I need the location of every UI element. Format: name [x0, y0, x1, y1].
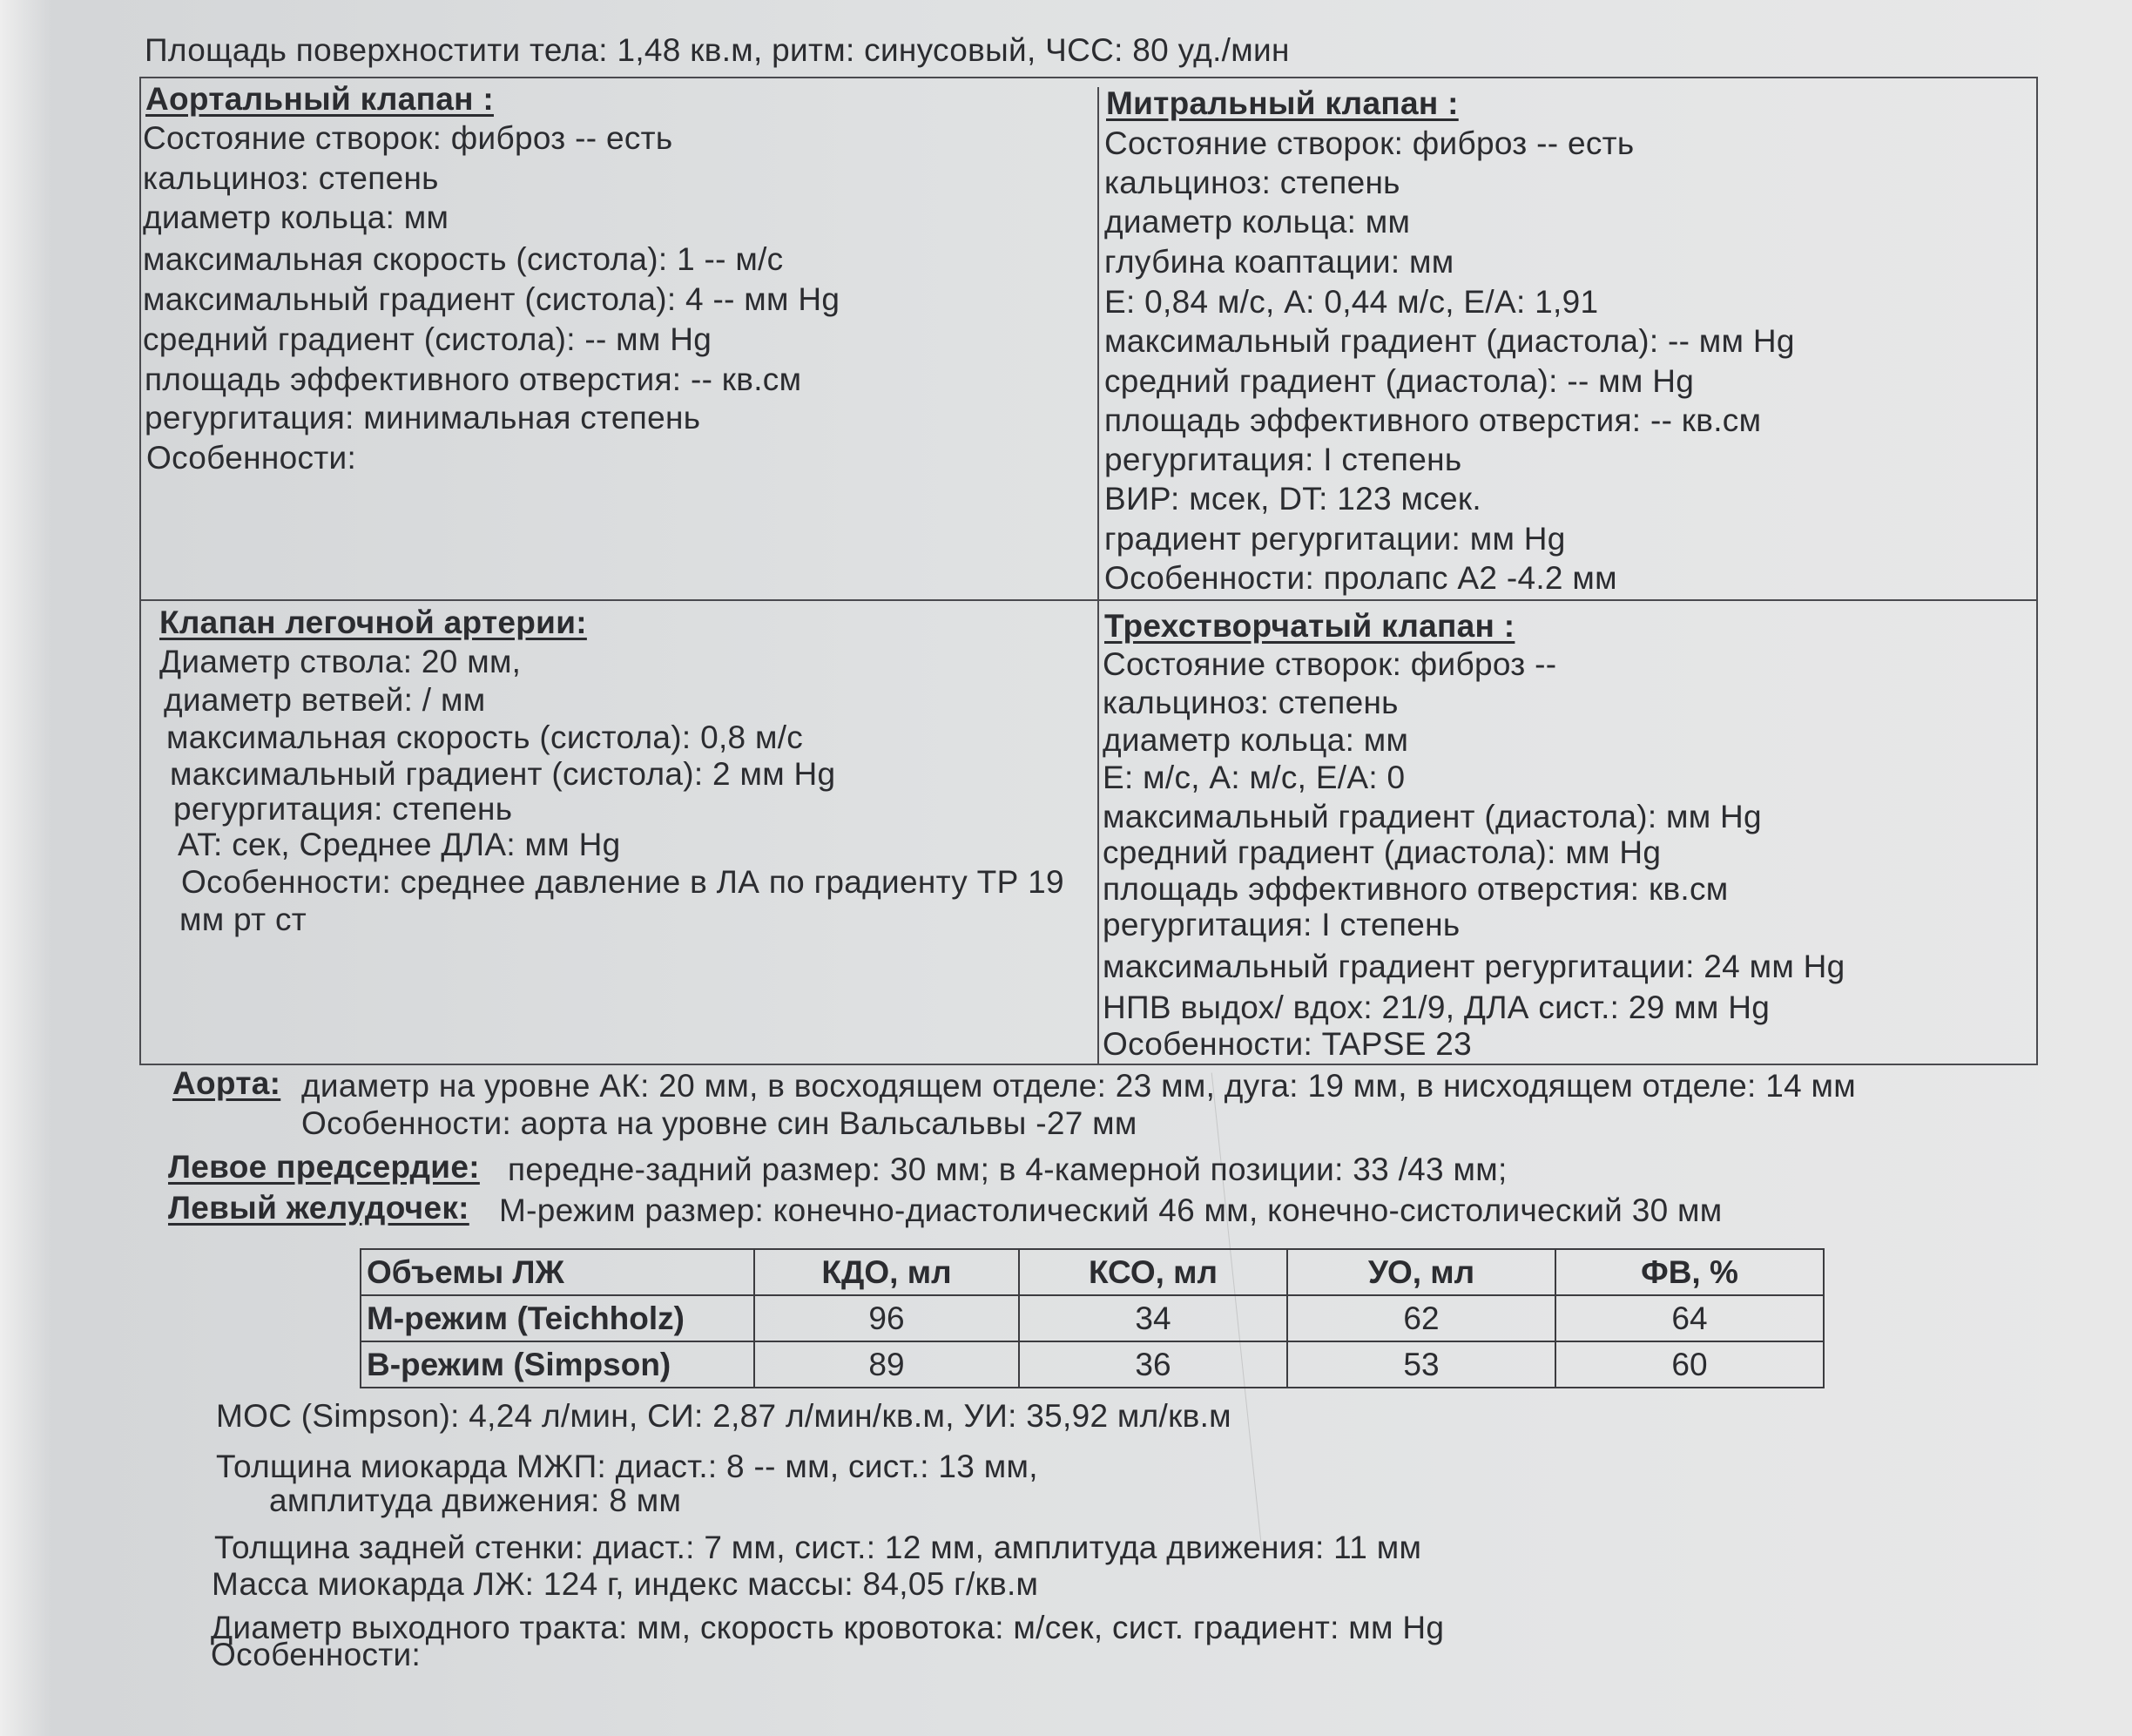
aortic-line: средний градиент (систола): -- мм Hg — [143, 321, 712, 357]
bottom-line: амплитуда движения: 8 мм — [269, 1483, 682, 1518]
aortic-line: максимальная скорость (систола): 1 -- м/с — [143, 241, 784, 277]
bottom-line: Толщина задней стенки: диаст.: 7 мм, сист.: 12 мм, амплитуда движения: 11 мм — [214, 1530, 1422, 1565]
left-ventricle-label: Левый желудочек: — [168, 1190, 469, 1226]
table-row-header: М-режим (Teichholz) — [361, 1295, 754, 1341]
left-atrium-text: передне-задний размер: 30 мм; в 4-камерной позиции: 33 /43 мм; — [508, 1152, 1508, 1187]
aorta-text: диаметр на уровне АК: 20 мм, в восходящем отделе: 23 мм, дуга: 19 мм, в нисходящем отделе: 14 мм — [301, 1068, 1856, 1104]
table-cell: 36 — [1019, 1341, 1287, 1388]
tricuspid-line: Особенности: TAPSE 23 — [1103, 1026, 1473, 1062]
pulmonary-line: Диаметр ствола: 20 мм, — [159, 644, 522, 679]
pulmonary-line: AT: сек, Среднее ДЛА: мм Hg — [178, 827, 621, 862]
aortic-valve-title: Аортальный клапан : — [145, 81, 494, 117]
tricuspid-line: средний градиент (диастола): мм Hg — [1103, 834, 1662, 870]
table-header-cell: КСО, мл — [1019, 1249, 1287, 1295]
table-header-cell: ФВ, % — [1555, 1249, 1824, 1295]
mitral-line: глубина коаптации: мм — [1104, 244, 1454, 280]
table-row-header: В-режим (Simpson) — [361, 1341, 754, 1388]
aorta-notes: Особенности: аорта на уровне син Вальсальвы -27 мм — [301, 1105, 1137, 1141]
pulmonary-line: Особенности: среднее давление в ЛА по градиенту ТР 19 — [181, 864, 1064, 900]
table-header-cell: УО, мл — [1287, 1249, 1555, 1295]
table-cell: 34 — [1019, 1295, 1287, 1341]
table-header-cell: КДО, мл — [754, 1249, 1019, 1295]
pulmonary-line: максимальный градиент (систола): 2 мм Hg — [170, 756, 836, 792]
table-cell: 96 — [754, 1295, 1019, 1341]
tricuspid-line: диаметр кольца: мм — [1103, 722, 1409, 758]
bottom-line: Особенности: — [211, 1637, 422, 1672]
mitral-line: площадь эффективного отверстия: -- кв.см — [1104, 402, 1762, 438]
mitral-line: максимальный градиент (диастола): -- мм Hg — [1104, 323, 1795, 359]
aortic-line: Состояние створок: фиброз -- есть — [143, 120, 673, 156]
mitral-line: Особенности: пролапс А2 -4.2 мм — [1104, 560, 1617, 596]
tricuspid-valve-title: Трехстворчатый клапан : — [1104, 608, 1515, 644]
table-cell: 62 — [1287, 1295, 1555, 1341]
mitral-line: регургитация: I степень — [1104, 442, 1462, 477]
pulmonary-line: максимальная скорость (систола): 0,8 м/с — [166, 719, 804, 755]
bottom-line: Диаметр выходного тракта: мм, скорость кровотока: м/сек, сист. градиент: мм Hg — [211, 1610, 1445, 1645]
mitral-line: кальциноз: степень — [1104, 165, 1400, 200]
header-line: Площадь поверхностити тела: 1,48 кв.м, ритм: синусовый, ЧСС: 80 уд./мин — [145, 32, 1290, 68]
table-header-row — [361, 1249, 1824, 1295]
pulmonary-line: мм рт ст — [179, 902, 307, 937]
mitral-line: диаметр кольца: мм — [1104, 204, 1411, 240]
tricuspid-line: регургитация: I степень — [1103, 907, 1461, 942]
tricuspid-line: максимальный градиент регургитации: 24 мм Hg — [1103, 949, 1845, 984]
valve-grid-horizontal-divider — [139, 599, 2038, 601]
aortic-line: диаметр кольца: мм — [143, 199, 449, 235]
bottom-line: Толщина миокарда МЖП: диаст.: 8 -- мм, сист.: 13 мм, — [216, 1449, 1038, 1484]
aortic-line: регургитация: минимальная степень — [145, 400, 701, 436]
pulmonary-line: диаметр ветвей: / мм — [164, 682, 486, 718]
table-cell: 89 — [754, 1341, 1019, 1388]
valve-grid-vertical-divider — [1097, 87, 1099, 1064]
tricuspid-line: НПВ выдох/ вдох: 21/9, ДЛА сист.: 29 мм Hg — [1103, 990, 1771, 1025]
tricuspid-line: кальциноз: степень — [1103, 685, 1399, 720]
table-row — [361, 1295, 1824, 1341]
table-header-cell: Объемы ЛЖ — [361, 1249, 754, 1295]
mitral-line: Состояние створок: фиброз -- есть — [1104, 125, 1635, 161]
table-row — [361, 1341, 1824, 1388]
bottom-line: Масса миокарда ЛЖ: 124 г, индекс массы: 84,05 г/кв.м — [212, 1566, 1039, 1602]
aorta-label: Аорта: — [172, 1065, 281, 1101]
aortic-line: площадь эффективного отверстия: -- кв.см — [145, 361, 802, 397]
left-atrium-label: Левое предсердие: — [168, 1149, 480, 1185]
mitral-line: средний градиент (диастола): -- мм Hg — [1104, 363, 1695, 399]
aortic-line: кальциноз: степень — [143, 160, 439, 196]
lv-volumes-table — [360, 1248, 1825, 1388]
mitral-valve-title: Митральный клапан : — [1106, 85, 1459, 121]
table-cell: 64 — [1555, 1295, 1824, 1341]
tricuspid-line: E: м/с, A: м/с, E/A: 0 — [1103, 760, 1406, 795]
pulmonary-line: регургитация: степень — [173, 791, 513, 827]
aortic-line: максимальный градиент (систола): 4 -- мм Hg — [143, 281, 840, 317]
pulmonary-valve-title: Клапан легочной артерии: — [159, 605, 587, 640]
bottom-line: МОС (Simpson): 4,24 л/мин, СИ: 2,87 л/мин/кв.м, УИ: 35,92 мл/кв.м — [216, 1398, 1231, 1434]
mitral-line: ВИР: мсек, DT: 123 мсек. — [1104, 481, 1481, 517]
table-cell: 60 — [1555, 1341, 1824, 1388]
tricuspid-line: Состояние створок: фиброз -- — [1103, 646, 1557, 682]
aortic-line: Особенности: — [146, 440, 357, 476]
mitral-line: градиент регургитации: мм Hg — [1104, 521, 1566, 557]
light-glare — [0, 0, 52, 1736]
tricuspid-line: максимальный градиент (диастола): мм Hg — [1103, 799, 1762, 834]
tricuspid-line: площадь эффективного отверстия: кв.см — [1103, 871, 1729, 907]
mitral-line: E: 0,84 м/с, A: 0,44 м/с, E/A: 1,91 — [1104, 284, 1599, 320]
table-cell: 53 — [1287, 1341, 1555, 1388]
left-ventricle-text: М-режим размер: конечно-диастолический 46 мм, конечно-систолический 30 мм — [499, 1192, 1723, 1228]
